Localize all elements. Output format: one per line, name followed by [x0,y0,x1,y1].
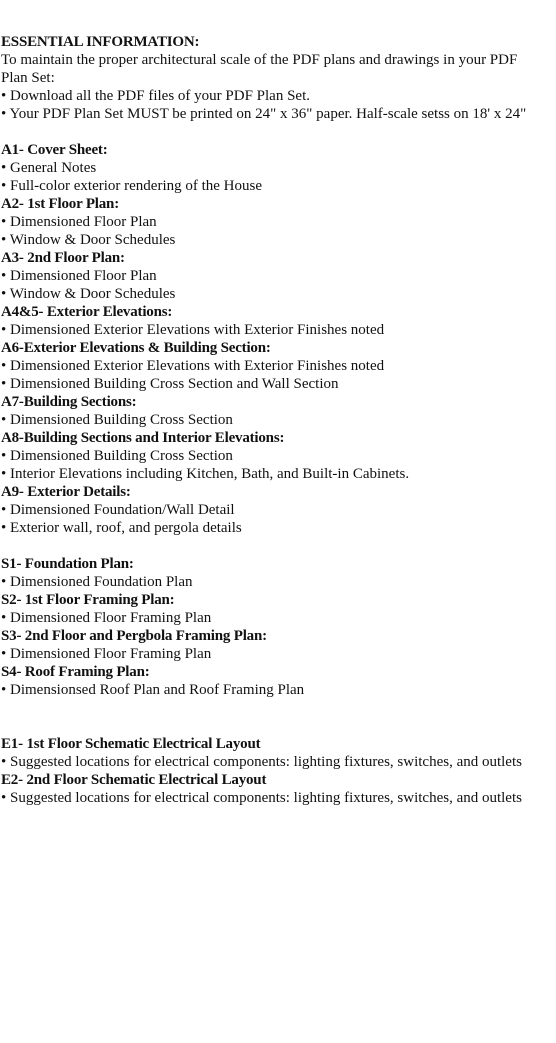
sheet-item: • Dimensioned Building Cross Section [1,412,233,428]
sheet-heading-a4-5: A4&5- Exterior Elevations: [1,304,173,320]
sheet-item: • Dimensioned Building Cross Section [1,448,233,464]
sheet-item: • Dimensioned Floor Plan [1,214,157,230]
sheet-item: • Dimensioned Foundation/Wall Detail [1,502,235,518]
section-spacer [1,123,556,141]
plan-set-document [1,33,556,807]
sheet-item: • Dimensioned Exterior Elevations with Exterior Finishes noted [1,322,385,338]
sheet-item: • Interior Elevations including Kitchen, Bath, and Built-in Cabinets. [1,466,410,482]
electrical-sheets [1,735,556,807]
sheet-item: • Dimensioned Floor Framing Plan [1,646,212,662]
sheet-heading-a1: A1- Cover Sheet: [1,142,108,158]
sheet-item: • Dimensioned Exterior Elevations with Exterior Finishes noted [1,358,385,374]
sheet-item: • Exterior wall, roof, and pergola details [1,520,242,536]
sheet-heading-a7: A7-Building Sections: [1,394,137,410]
structural-sheets [1,555,556,699]
sheet-heading-a9: A9- Exterior Details: [1,484,131,500]
sheet-item: • Window & Door Schedules [1,232,176,248]
sheet-heading-s3: S3- 2nd Floor and Pergbola Framing Plan: [1,628,267,644]
essential-info-bullet: • Your PDF Plan Set MUST be printed on 24" x 36" paper. Half-scale setss on 18' x 24" [1,106,527,122]
sheet-item: • Dimensioned Foundation Plan [1,574,193,590]
sheet-item: • Dimensioned Floor Framing Plan [1,610,212,626]
sheet-item: • Window & Door Schedules [1,286,176,302]
section-spacer [1,537,556,555]
sheet-item: • Full-color exterior rendering of the House [1,178,263,194]
essential-info-bullet: • Download all the PDF files of your PDF Plan Set. [1,88,310,104]
sheet-item: • Suggested locations for electrical components: lighting fixtures, switches, and outlets [1,790,522,806]
sheet-heading-a3: A3- 2nd Floor Plan: [1,250,125,266]
sheet-item: • Dimensioned Building Cross Section and Wall Section [1,376,339,392]
sheet-heading-e2: E2- 2nd Floor Schematic Electrical Layout [1,772,267,788]
essential-info-intro: To maintain the proper architectural scale of the PDF plans and drawings in your PDF Plan Set: [1,52,518,86]
sheet-item: • Dimensioned Floor Plan [1,268,157,284]
sheet-item: • Dimensionsed Roof Plan and Roof Framing Plan [1,682,305,698]
sheet-heading-a6: A6-Exterior Elevations & Building Section: [1,340,271,356]
sheet-heading-a8: A8-Building Sections and Interior Elevations: [1,430,285,446]
sheet-heading-e1: E1- 1st Floor Schematic Electrical Layout [1,736,261,752]
sheet-heading-s4: S4- Roof Framing Plan: [1,664,150,680]
section-spacer [1,699,556,735]
architectural-sheets [1,141,556,537]
sheet-heading-a2: A2- 1st Floor Plan: [1,196,119,212]
sheet-item: • General Notes [1,160,97,176]
sheet-heading-s2: S2- 1st Floor Framing Plan: [1,592,175,608]
essential-info-heading: ESSENTIAL INFORMATION: [1,34,200,50]
sheet-heading-s1: S1- Foundation Plan: [1,556,134,572]
sheet-item: • Suggested locations for electrical components: lighting fixtures, switches, and outlets [1,754,522,770]
